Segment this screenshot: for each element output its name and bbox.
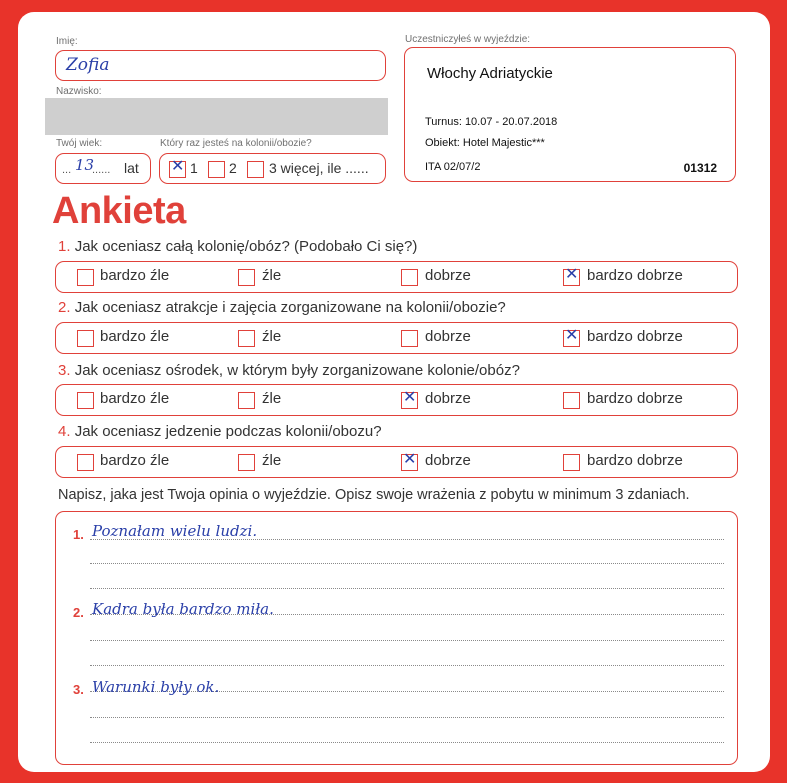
opinion-line: [90, 563, 724, 564]
rating-label: bardzo dobrze: [587, 267, 683, 284]
question-text: Jak oceniasz atrakcje i zajęcia zorganizowane na kolonii/obozie?: [74, 299, 506, 316]
rating-checkbox-q4-2[interactable]: [238, 454, 255, 471]
question-2: [58, 299, 506, 316]
times-checkbox-3[interactable]: [247, 161, 264, 178]
trip-turnus: Turnus: 10.07 - 20.07.2018: [425, 116, 558, 128]
rating-checkbox-q4-3[interactable]: [401, 449, 418, 471]
question-number: 1.: [58, 238, 71, 255]
rating-label: dobrze: [425, 452, 471, 469]
rating-label: bardzo źle: [100, 267, 170, 284]
question-1: [58, 238, 417, 255]
trip-obiekt: Obiekt: Hotel Majestic***: [425, 137, 545, 149]
rating-checkbox-q3-2[interactable]: [238, 392, 255, 409]
question-text: Jak oceniasz całą kolonię/obóz? (Podobało Ci się?): [74, 238, 418, 255]
check-x-icon: ✕: [171, 156, 185, 175]
age-label: Twój wiek:: [56, 138, 103, 149]
times-option-3-label: 3 więcej, ile ......: [269, 160, 369, 176]
times-checkbox-2[interactable]: [208, 161, 225, 178]
rating-label: bardzo dobrze: [587, 390, 683, 407]
opinion-line: [90, 665, 724, 666]
rating-label: źle: [262, 390, 282, 407]
rating-label: dobrze: [425, 390, 471, 407]
opinion-line: [90, 717, 724, 718]
answer-3-text: Warunki były ok.: [92, 678, 220, 696]
answer-2-text: Kadra była bardzo miła.: [92, 600, 274, 618]
rating-checkbox-q3-4[interactable]: [563, 392, 580, 409]
rating-checkbox-q3-3[interactable]: [401, 387, 418, 409]
age-dots-after: ......: [92, 164, 111, 176]
age-value: 13: [75, 156, 95, 174]
age-dots-before: ...: [62, 164, 72, 176]
survey-title: Ankieta: [52, 190, 186, 232]
question-text: Jak oceniasz jedzenie podczas kolonii/obozu?: [74, 423, 382, 440]
rating-label: bardzo dobrze: [587, 452, 683, 469]
rating-checkbox-q1-2[interactable]: [238, 269, 255, 286]
trip-title: Włochy Adriatyckie: [427, 65, 553, 82]
answer-3-number: 3.: [73, 682, 84, 697]
question-number: 3.: [58, 362, 71, 379]
rating-label: bardzo źle: [100, 390, 170, 407]
surname-label: Nazwisko:: [56, 86, 102, 97]
age-unit: lat: [124, 160, 139, 176]
times-option-1-label: 1: [190, 160, 198, 176]
check-x-icon: ✕: [565, 264, 579, 283]
trip-label: Uczestniczyłeś w wyjeździe:: [405, 34, 531, 45]
check-x-icon: ✕: [403, 387, 417, 406]
trip-box: [404, 47, 736, 182]
question-number: 2.: [58, 299, 71, 316]
trip-number: 01312: [683, 161, 717, 175]
trip-code: ITA 02/07/2: [425, 161, 481, 173]
check-x-icon: ✕: [403, 449, 417, 468]
rating-label: źle: [262, 452, 282, 469]
rating-checkbox-q1-1[interactable]: [77, 269, 94, 286]
rating-checkbox-q3-1[interactable]: [77, 392, 94, 409]
rating-checkbox-q2-4[interactable]: [563, 325, 580, 347]
answer-2-number: 2.: [73, 605, 84, 620]
answer-1-number: 1.: [73, 527, 84, 542]
times-option-2-label: 2: [229, 160, 237, 176]
age-field[interactable]: [55, 153, 151, 184]
rating-checkbox-q4-4[interactable]: [563, 454, 580, 471]
rating-label: źle: [262, 267, 282, 284]
times-checkbox-1[interactable]: [169, 156, 186, 178]
opinion-line: [90, 742, 724, 743]
check-x-icon: ✕: [565, 325, 579, 344]
rating-label: bardzo źle: [100, 328, 170, 345]
rating-checkbox-q1-4[interactable]: [563, 264, 580, 286]
surname-redacted: [45, 98, 388, 135]
opinion-prompt: Napisz, jaka jest Twoja opinia o wyjeździe. Opisz swoje wrażenia z pobytu w minimum 3 zdaniach.: [58, 487, 690, 503]
times-field: [159, 153, 386, 184]
rating-checkbox-q2-1[interactable]: [77, 330, 94, 347]
answer-1-text: Poznałam wielu ludzi.: [92, 522, 258, 540]
rating-label: bardzo dobrze: [587, 328, 683, 345]
rating-label: źle: [262, 328, 282, 345]
rating-label: dobrze: [425, 328, 471, 345]
question-4: [58, 423, 382, 440]
question-text: Jak oceniasz ośrodek, w którym były zorganizowane kolonie/obóz?: [74, 362, 520, 379]
times-label: Który raz jesteś na kolonii/obozie?: [160, 138, 312, 149]
name-label: Imię:: [56, 36, 78, 47]
rating-checkbox-q2-2[interactable]: [238, 330, 255, 347]
opinion-box[interactable]: [55, 511, 738, 765]
rating-label: bardzo źle: [100, 452, 170, 469]
opinion-line: [90, 640, 724, 641]
name-value: Zofia: [66, 55, 110, 75]
opinion-line: [90, 588, 724, 589]
rating-checkbox-q4-1[interactable]: [77, 454, 94, 471]
question-3: [58, 362, 520, 379]
rating-label: dobrze: [425, 267, 471, 284]
name-field[interactable]: [55, 50, 386, 81]
rating-checkbox-q2-3[interactable]: [401, 330, 418, 347]
question-number: 4.: [58, 423, 71, 440]
rating-checkbox-q1-3[interactable]: [401, 269, 418, 286]
